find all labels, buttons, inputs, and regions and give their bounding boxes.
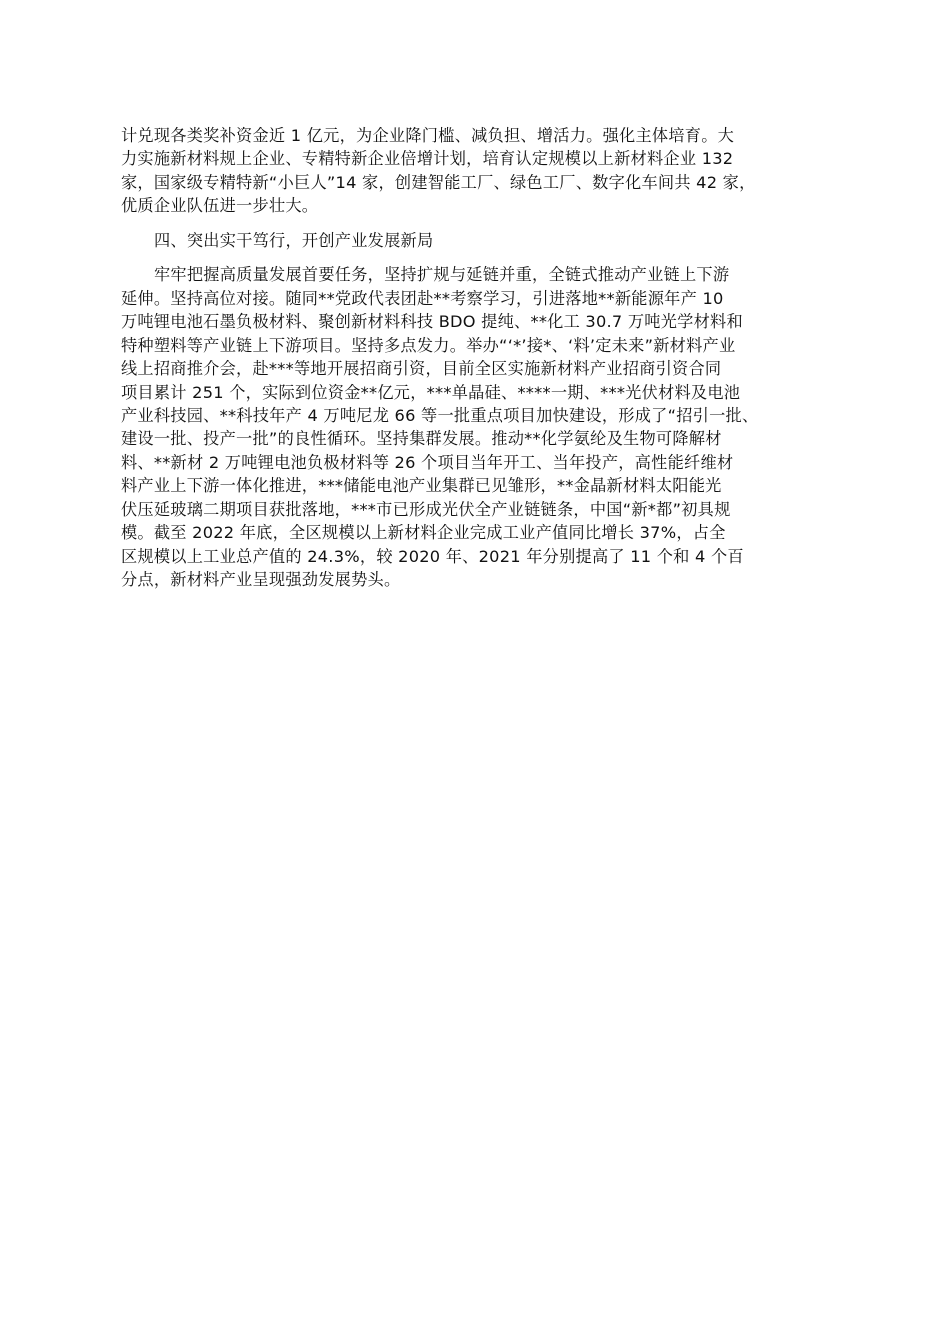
section-heading: 四、突出实干笃行，开创产业发展新局 xyxy=(154,231,434,250)
paragraph-line: 料产业上下游一体化推进，***储能电池产业集群已见雏形，**金晶新材料太阳能光 xyxy=(121,476,722,495)
paragraph-line: 产业科技园、**科技年产 4 万吨尼龙 66 等一批重点项目加快建设，形成了“招引一批、 xyxy=(121,406,759,425)
paragraph-line: 牢牢把握高质量发展首要任务，坚持扩规与延链并重，全链式推动产业链上下游 xyxy=(154,265,730,284)
paragraph-line: 万吨锂电池石墨负极材料、聚创新材料科技 BDO 提纯、**化工 30.7 万吨光学材料和 xyxy=(121,312,743,331)
paragraph-line: 建设一批、投产一批”的良性循环。坚持集群发展。推动**化学氨纶及生物可降解材 xyxy=(121,429,722,448)
paragraph-line: 线上招商推介会，赴***等地开展招商引资，目前全区实施新材料产业招商引资合同 xyxy=(121,359,722,378)
paragraph-line: 模。截至 2022 年底，全区规模以上新材料企业完成工业产值同比增长 37%，占全 xyxy=(121,523,726,542)
paragraph-line: 特种塑料等产业链上下游项目。坚持多点发力。举办“‘*’接*、‘料’定未来”新材料产业 xyxy=(121,336,736,355)
paragraph-line: 家，国家级专精特新“小巨人”14 家，创建智能工厂、绿色工厂、数字化车间共 42 家， xyxy=(121,173,756,192)
paragraph-line: 项目累计 251 个，实际到位资金**亿元，***单晶硅、****一期、***光伏材料及电池 xyxy=(121,383,741,402)
paragraph-line: 计兑现各类奖补资金近 1 亿元，为企业降门槛、减负担、增活力。强化主体培育。大 xyxy=(121,126,735,145)
paragraph-line: 料、**新材 2 万吨锂电池负极材料等 26 个项目当年开工、当年投产，高性能纤维材 xyxy=(121,453,734,472)
paragraph-line: 延伸。坚持高位对接。随同**党政代表团赴**考察学习，引进落地**新能源年产 10 xyxy=(121,289,724,308)
paragraph-line: 分点，新材料产业呈现强劲发展势头。 xyxy=(121,570,401,589)
paragraph-line: 力实施新材料规上企业、专精特新企业倍增计划，培育认定规模以上新材料企业 132 xyxy=(121,149,734,168)
paragraph-line: 区规模以上工业总产值的 24.3%，较 2020 年、2021 年分别提高了 11 个和 4 个百 xyxy=(121,547,744,566)
paragraph-line: 优质企业队伍进一步壮大。 xyxy=(121,196,319,215)
paragraph-line: 伏压延玻璃二期项目获批落地，***市已形成光伏全产业链链条，中国“新*都”初具规 xyxy=(121,500,731,519)
